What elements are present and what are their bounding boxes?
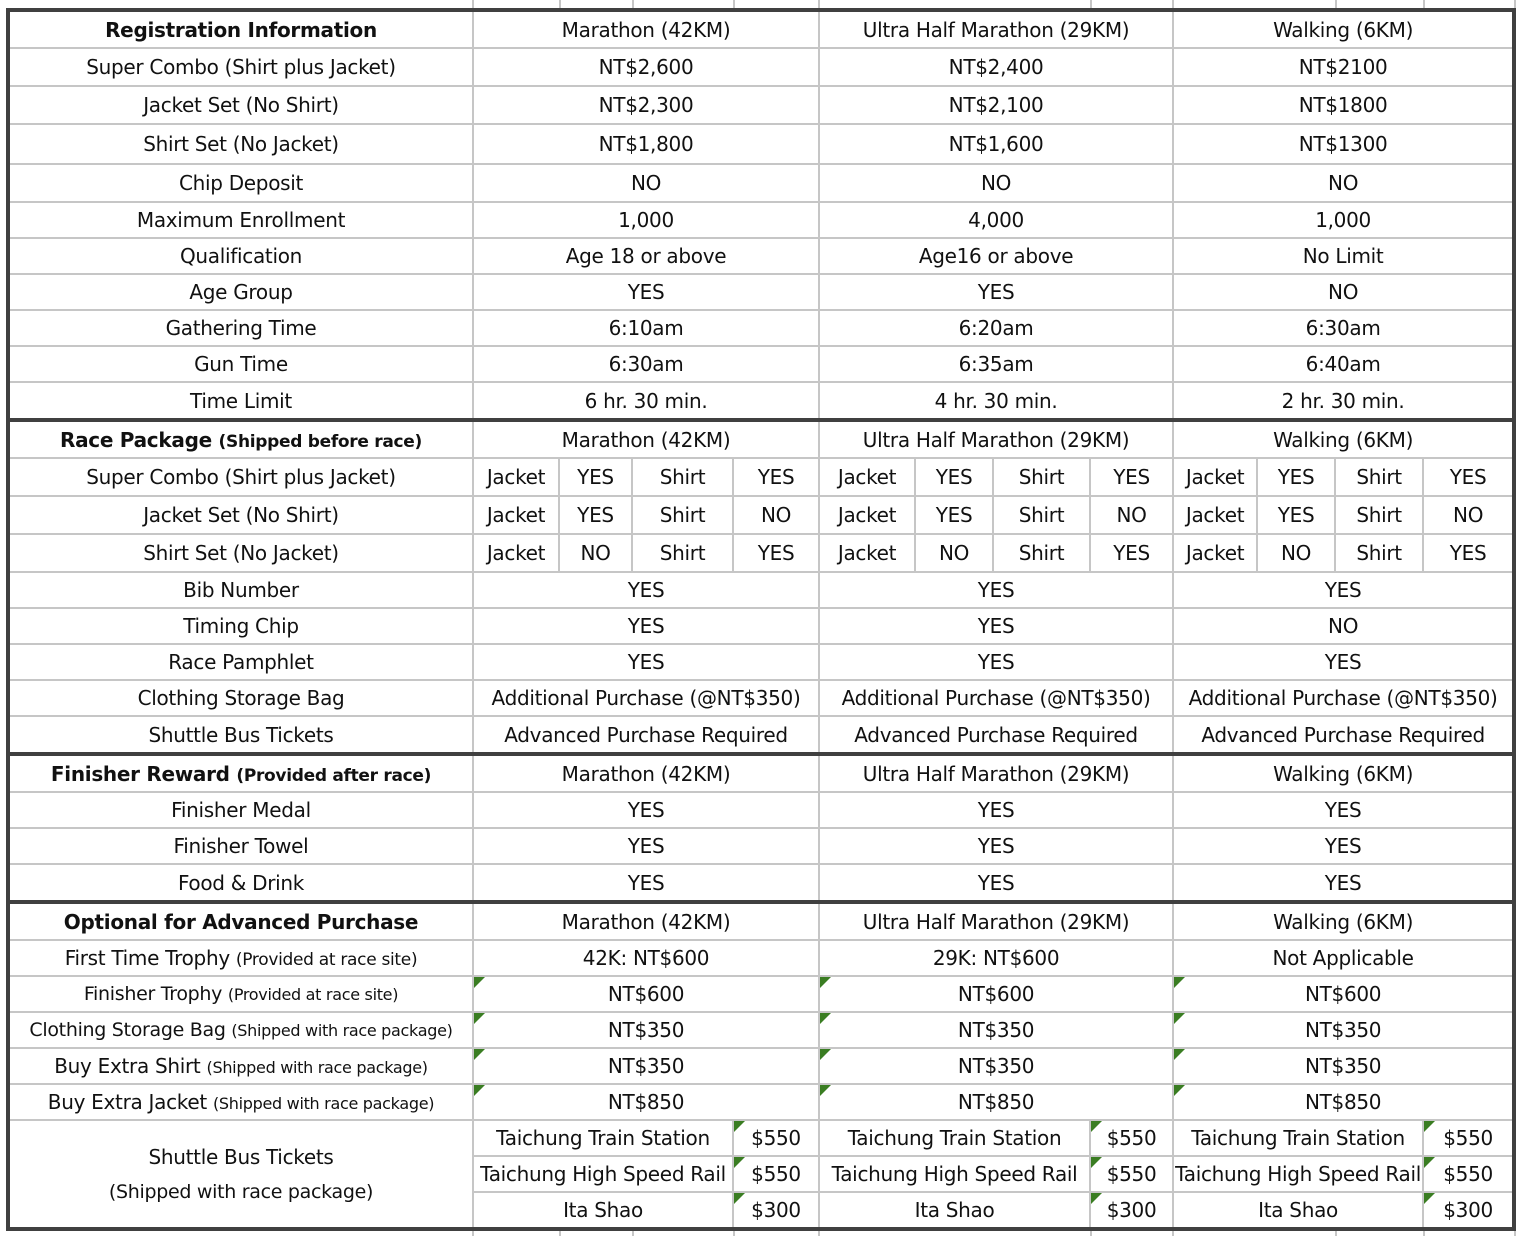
column-header-marathon[interactable]: Marathon (42KM) [473, 10, 819, 48]
cell[interactable]: NT$600 [1173, 976, 1514, 1012]
cell[interactable]: Additional Purchase (@NT$350) [1173, 680, 1514, 716]
cell[interactable]: YES [1173, 864, 1514, 902]
row-label[interactable] [8, 1048, 473, 1084]
cell[interactable]: NO [819, 164, 1173, 202]
row-label[interactable]: Shuttle Bus Tickets [8, 716, 473, 754]
cell[interactable]: 6:30am [473, 346, 819, 382]
cell[interactable]: 6:20am [819, 310, 1173, 346]
table-row [8, 1012, 1514, 1048]
package-set-row [8, 496, 1514, 534]
cell[interactable]: NO [915, 534, 993, 572]
shuttle-price[interactable]: $550 [1423, 1120, 1514, 1156]
finisher-reward-note: (Provided after race) [236, 765, 432, 786]
column-header-walking[interactable]: Walking (6KM) [1173, 10, 1514, 48]
row-label[interactable]: Age Group [8, 274, 473, 310]
cell[interactable]: 42K: NT$600 [473, 940, 819, 976]
cell[interactable]: 1,000 [473, 202, 819, 238]
cell[interactable]: NO [1173, 164, 1514, 202]
item-shirt[interactable]: Shirt [993, 534, 1090, 572]
race-package-header-row [8, 420, 1514, 458]
cell[interactable]: Age 18 or above [473, 238, 819, 274]
cell[interactable]: NO [1173, 274, 1514, 310]
row-label[interactable]: Clothing Storage Bag [8, 680, 473, 716]
table-row [8, 976, 1514, 1012]
cell[interactable]: NT$850 [1173, 1084, 1514, 1120]
table-row [8, 48, 1514, 86]
row-label-text: Buy Extra Shirt [54, 1054, 201, 1078]
row-label[interactable]: Food & Drink [8, 864, 473, 902]
cell[interactable]: YES [473, 828, 819, 864]
row-label-note: (Shipped with race package) [231, 1021, 453, 1040]
cell[interactable]: YES [1173, 644, 1514, 680]
cell[interactable]: Advanced Purchase Required [819, 716, 1173, 754]
cell[interactable]: YES [1090, 534, 1173, 572]
row-label[interactable]: Finisher Medal [8, 792, 473, 828]
race-package-header [8, 420, 473, 458]
table-row [8, 124, 1514, 164]
cell[interactable]: YES [1173, 792, 1514, 828]
cell[interactable]: NT$2,400 [819, 48, 1173, 86]
item-jacket[interactable]: Jacket [1173, 496, 1257, 534]
row-label[interactable] [8, 976, 473, 1012]
table-row [8, 164, 1514, 202]
cell[interactable]: NT$2,300 [473, 86, 819, 124]
table-row [8, 1048, 1514, 1084]
cell[interactable]: 6 hr. 30 min. [473, 382, 819, 420]
table-row [8, 202, 1514, 238]
shuttle-row [8, 1120, 1514, 1156]
shuttle-price[interactable]: $550 [1423, 1156, 1514, 1192]
row-label[interactable]: Shirt Set (No Jacket) [8, 124, 473, 164]
table-row [8, 572, 1514, 608]
shuttle-price[interactable]: $300 [1090, 1192, 1173, 1229]
item-jacket[interactable]: Jacket [1173, 458, 1257, 496]
cell[interactable]: NT$350 [1173, 1012, 1514, 1048]
row-label[interactable]: Super Combo (Shirt plus Jacket) [8, 458, 473, 496]
cell[interactable]: YES [473, 572, 819, 608]
cell[interactable]: Advanced Purchase Required [1173, 716, 1514, 754]
cell[interactable]: NT$600 [473, 976, 819, 1012]
row-label-note: (Shipped with race package) [206, 1058, 428, 1077]
race-info-sheet [6, 8, 1516, 1231]
column-header-ultra[interactable]: Ultra Half Marathon (29KM) [819, 754, 1173, 792]
column-header-marathon[interactable]: Marathon (42KM) [473, 420, 819, 458]
column-header-walking[interactable]: Walking (6KM) [1173, 420, 1514, 458]
optional-header-row [8, 902, 1514, 940]
cell[interactable]: YES [819, 274, 1173, 310]
column-header-ultra[interactable]: Ultra Half Marathon (29KM) [819, 10, 1173, 48]
table-row [8, 310, 1514, 346]
row-label[interactable]: Gun Time [8, 346, 473, 382]
row-label[interactable]: Timing Chip [8, 608, 473, 644]
shuttle-stop[interactable]: Taichung High Speed Rail [473, 1156, 733, 1192]
row-label[interactable]: Gathering Time [8, 310, 473, 346]
shuttle-label[interactable] [8, 1120, 473, 1229]
cell[interactable]: YES [473, 792, 819, 828]
table-row [8, 1084, 1514, 1120]
row-label[interactable] [8, 940, 473, 976]
shuttle-stop[interactable]: Taichung Train Station [819, 1120, 1090, 1156]
cell[interactable]: YES [473, 864, 819, 902]
cell[interactable]: YES [733, 458, 819, 496]
race-package-note: (Shipped before race) [218, 431, 422, 452]
item-jacket[interactable]: Jacket [819, 496, 915, 534]
cell[interactable]: 4 hr. 30 min. [819, 382, 1173, 420]
row-label[interactable]: Jacket Set (No Shirt) [8, 86, 473, 124]
table-row [8, 680, 1514, 716]
row-label-text: Clothing Storage Bag [29, 1019, 226, 1041]
finisher-reward-header [8, 754, 473, 792]
cell[interactable]: YES [1173, 572, 1514, 608]
registration-header-row [8, 10, 1514, 48]
cell[interactable]: NO [559, 534, 632, 572]
shuttle-price[interactable]: $550 [733, 1156, 819, 1192]
cell[interactable]: 29K: NT$600 [819, 940, 1173, 976]
cell[interactable]: YES [473, 274, 819, 310]
column-header-marathon[interactable]: Marathon (42KM) [473, 754, 819, 792]
cell[interactable]: YES [1257, 496, 1335, 534]
row-label[interactable]: Chip Deposit [8, 164, 473, 202]
cell[interactable]: 6:35am [819, 346, 1173, 382]
row-label-note: (Provided at race site) [235, 950, 418, 970]
cell[interactable]: YES [819, 644, 1173, 680]
row-label-note: (Shipped with race package) [212, 1094, 435, 1113]
row-label[interactable]: Maximum Enrollment [8, 202, 473, 238]
column-header-marathon[interactable]: Marathon (42KM) [473, 902, 819, 940]
item-shirt[interactable]: Shirt [632, 458, 733, 496]
column-header-walking[interactable]: Walking (6KM) [1173, 902, 1514, 940]
shuttle-stop[interactable]: Ita Shao [819, 1192, 1090, 1229]
cell[interactable]: YES [819, 864, 1173, 902]
cell[interactable]: NT$600 [819, 976, 1173, 1012]
row-label[interactable]: Time Limit [8, 382, 473, 420]
cell[interactable]: YES [1257, 458, 1335, 496]
table-row [8, 864, 1514, 902]
cell[interactable]: NT$1800 [1173, 86, 1514, 124]
cell[interactable]: NT$850 [473, 1084, 819, 1120]
finisher-reward-header-row [8, 754, 1514, 792]
race-package-title: Race Package [60, 427, 212, 452]
cell[interactable]: NT$350 [473, 1048, 819, 1084]
item-shirt[interactable]: Shirt [1335, 458, 1423, 496]
cell[interactable]: No Limit [1173, 238, 1514, 274]
row-label[interactable]: Qualification [8, 238, 473, 274]
item-jacket[interactable]: Jacket [473, 534, 559, 572]
cell[interactable]: NT$350 [819, 1048, 1173, 1084]
row-label[interactable]: Bib Number [8, 572, 473, 608]
table-row [8, 940, 1514, 976]
cell[interactable]: NO [1257, 534, 1335, 572]
row-label-note: (Provided at race site) [227, 985, 399, 1004]
row-label[interactable]: Race Pamphlet [8, 644, 473, 680]
shuttle-price[interactable]: $300 [1423, 1192, 1514, 1229]
cell[interactable]: YES [559, 496, 632, 534]
row-label-text: Finisher Trophy [83, 983, 223, 1005]
item-shirt[interactable]: Shirt [993, 458, 1090, 496]
shuttle-price[interactable]: $550 [733, 1120, 819, 1156]
cell[interactable]: Advanced Purchase Required [473, 716, 819, 754]
item-shirt[interactable]: Shirt [1335, 534, 1423, 572]
table-row [8, 382, 1514, 420]
package-set-row [8, 534, 1514, 572]
cell[interactable]: NT$350 [1173, 1048, 1514, 1084]
cell[interactable]: YES [819, 608, 1173, 644]
cell[interactable]: NT$350 [473, 1012, 819, 1048]
row-label[interactable]: Shirt Set (No Jacket) [8, 534, 473, 572]
shuttle-price[interactable]: $550 [1090, 1156, 1173, 1192]
row-label-text: Buy Extra Jacket [47, 1090, 207, 1114]
cell[interactable]: NT$2,100 [819, 86, 1173, 124]
cell[interactable]: YES [819, 572, 1173, 608]
cell[interactable]: YES [819, 792, 1173, 828]
table-row [8, 346, 1514, 382]
cell[interactable]: NT$1,600 [819, 124, 1173, 164]
cell[interactable]: YES [915, 496, 993, 534]
item-shirt[interactable]: Shirt [632, 534, 733, 572]
item-shirt[interactable]: Shirt [632, 496, 733, 534]
shuttle-price[interactable]: $300 [733, 1192, 819, 1229]
column-header-ultra[interactable]: Ultra Half Marathon (29KM) [819, 902, 1173, 940]
shuttle-price[interactable]: $550 [1090, 1120, 1173, 1156]
item-jacket[interactable]: Jacket [473, 496, 559, 534]
cell[interactable]: NT$350 [819, 1012, 1173, 1048]
optional-header: Optional for Advanced Purchase [8, 902, 473, 940]
column-header-ultra[interactable]: Ultra Half Marathon (29KM) [819, 420, 1173, 458]
cell[interactable]: YES [733, 534, 819, 572]
shuttle-stop[interactable]: Ita Shao [1173, 1192, 1423, 1229]
table-row [8, 274, 1514, 310]
row-label[interactable] [8, 1084, 473, 1120]
item-jacket[interactable]: Jacket [819, 458, 915, 496]
cell[interactable]: NT$2100 [1173, 48, 1514, 86]
item-jacket[interactable]: Jacket [1173, 534, 1257, 572]
cell[interactable]: YES [559, 458, 632, 496]
cell[interactable]: NT$850 [819, 1084, 1173, 1120]
item-shirt[interactable]: Shirt [993, 496, 1090, 534]
cell[interactable]: YES [1423, 534, 1514, 572]
cell[interactable]: NT$1,800 [473, 124, 819, 164]
cell[interactable]: YES [473, 608, 819, 644]
cell[interactable]: NO [473, 164, 819, 202]
item-jacket[interactable]: Jacket [473, 458, 559, 496]
cell[interactable]: 6:30am [1173, 310, 1514, 346]
cell[interactable]: NO [1090, 496, 1173, 534]
cell[interactable]: 6:10am [473, 310, 819, 346]
cell[interactable]: Additional Purchase (@NT$350) [819, 680, 1173, 716]
row-label[interactable]: Jacket Set (No Shirt) [8, 496, 473, 534]
cell[interactable]: Not Applicable [1173, 940, 1514, 976]
cell[interactable]: NO [1423, 496, 1514, 534]
package-set-row [8, 458, 1514, 496]
item-jacket[interactable]: Jacket [819, 534, 915, 572]
cell[interactable]: Additional Purchase (@NT$350) [473, 680, 819, 716]
cell[interactable]: NT$2,600 [473, 48, 819, 86]
shuttle-stop[interactable]: Taichung High Speed Rail [1173, 1156, 1423, 1192]
finisher-reward-title: Finisher Reward [50, 761, 230, 786]
registration-header: Registration Information [8, 10, 473, 48]
cell[interactable]: 1,000 [1173, 202, 1514, 238]
cell[interactable]: YES [819, 828, 1173, 864]
cell[interactable]: YES [1090, 458, 1173, 496]
cell[interactable]: NO [1173, 608, 1514, 644]
row-label[interactable] [8, 1012, 473, 1048]
cell[interactable]: YES [915, 458, 993, 496]
shuttle-stop[interactable]: Ita Shao [473, 1192, 733, 1229]
table-row [8, 716, 1514, 754]
table-row [8, 644, 1514, 680]
shuttle-label-text: Shuttle Bus Tickets [148, 1144, 334, 1169]
shuttle-stop[interactable]: Taichung Train Station [473, 1120, 733, 1156]
row-label[interactable]: Super Combo (Shirt plus Jacket) [8, 48, 473, 86]
item-shirt[interactable]: Shirt [1335, 496, 1423, 534]
table-row [8, 828, 1514, 864]
table-row [8, 86, 1514, 124]
cell[interactable]: YES [473, 644, 819, 680]
cell[interactable]: 6:40am [1173, 346, 1514, 382]
cell[interactable]: YES [1173, 828, 1514, 864]
cell[interactable]: 4,000 [819, 202, 1173, 238]
shuttle-label-note: (Shipped with race package) [108, 1180, 374, 1203]
table-row [8, 792, 1514, 828]
shuttle-stop[interactable]: Taichung High Speed Rail [819, 1156, 1090, 1192]
shuttle-stop[interactable]: Taichung Train Station [1173, 1120, 1423, 1156]
cell[interactable]: Age16 or above [819, 238, 1173, 274]
table-row [8, 238, 1514, 274]
cell[interactable]: YES [1423, 458, 1514, 496]
row-label-text: First Time Trophy [64, 946, 230, 970]
table-row [8, 608, 1514, 644]
row-label[interactable]: Finisher Towel [8, 828, 473, 864]
cell[interactable]: NO [733, 496, 819, 534]
cell[interactable]: NT$1300 [1173, 124, 1514, 164]
cell[interactable]: 2 hr. 30 min. [1173, 382, 1514, 420]
column-header-walking[interactable]: Walking (6KM) [1173, 754, 1514, 792]
